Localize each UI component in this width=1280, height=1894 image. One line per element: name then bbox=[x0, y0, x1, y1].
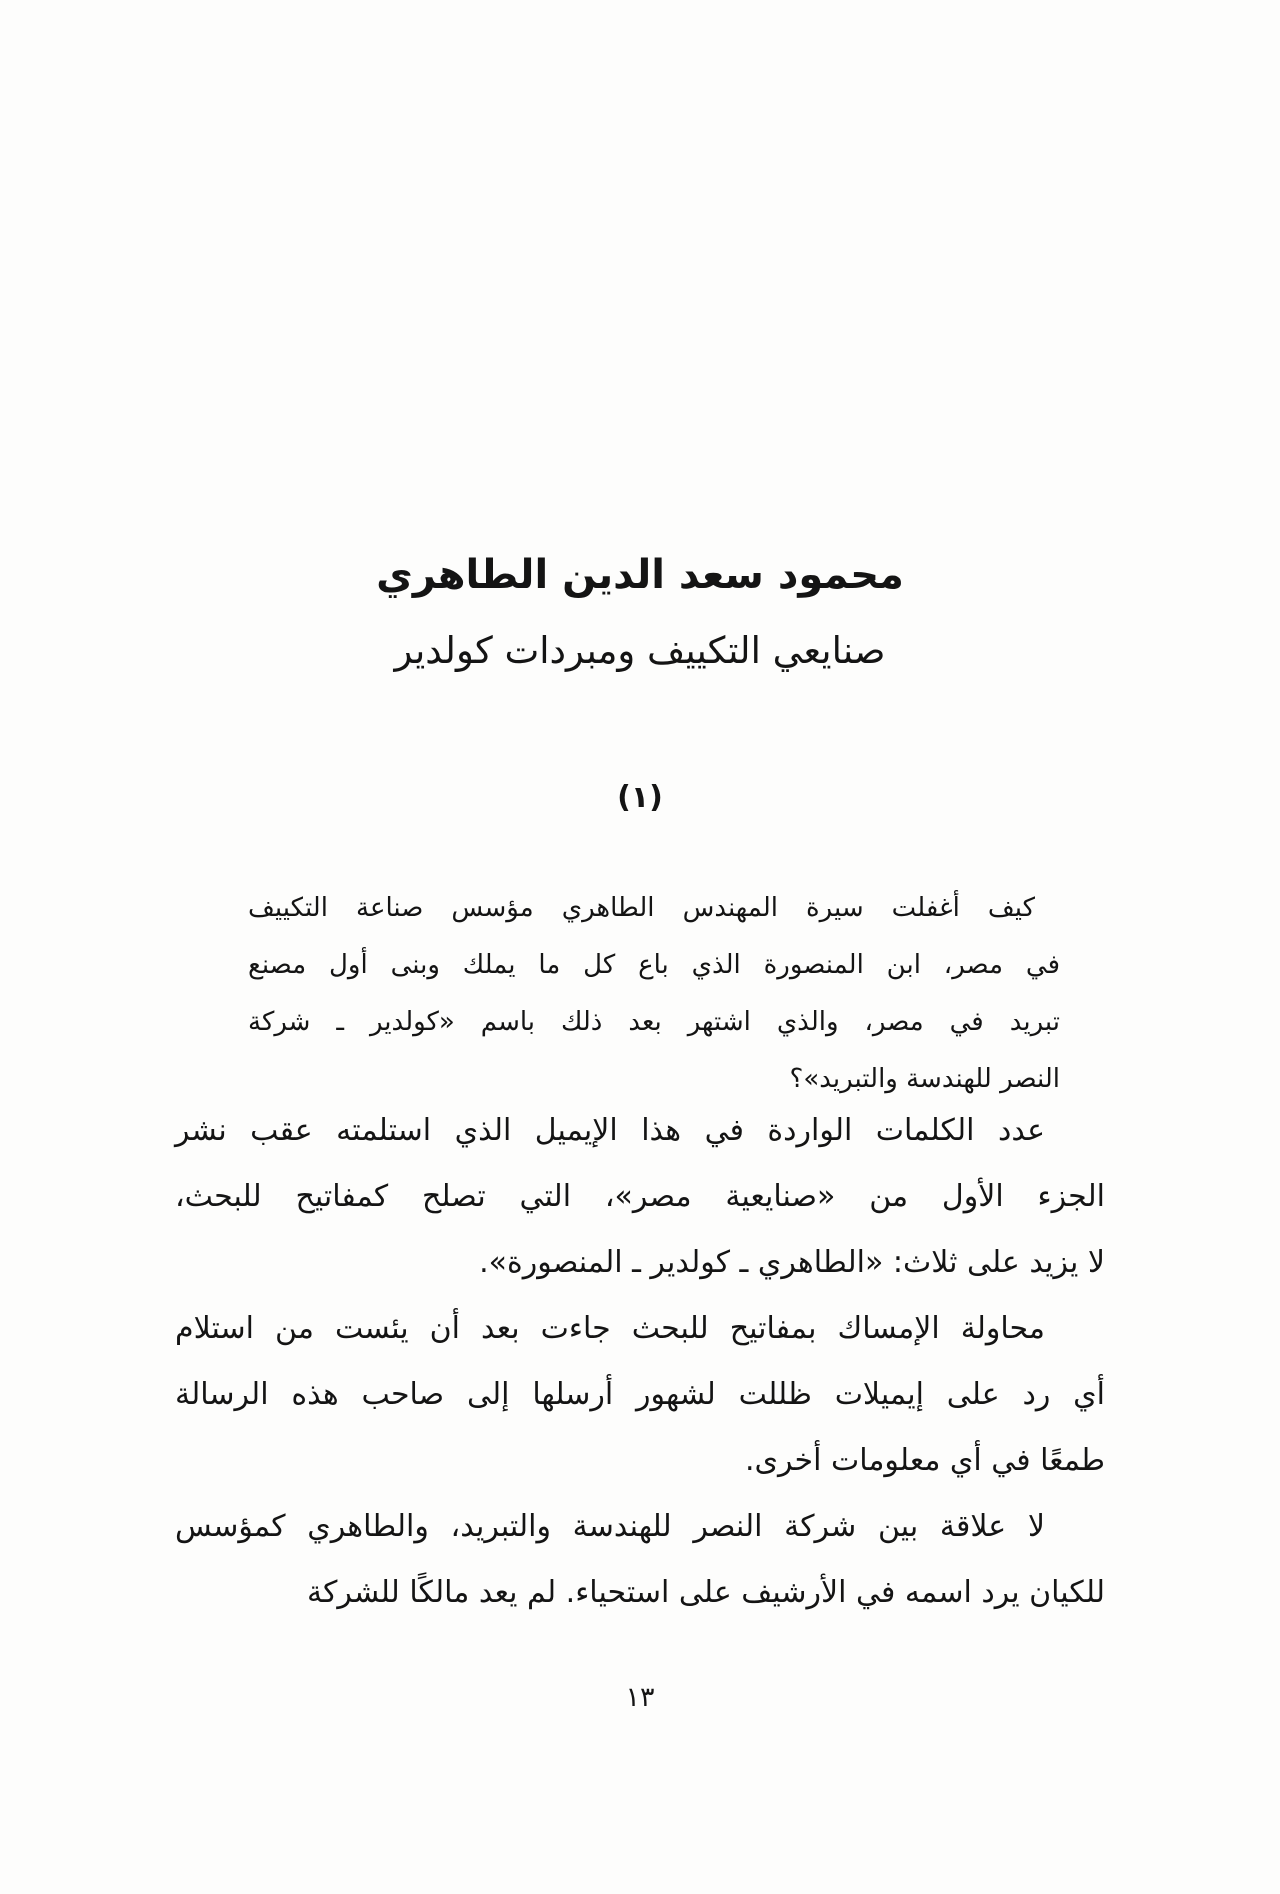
body-paragraph bbox=[175, 1494, 1105, 1626]
paragraph-line: الجزء الأول من «صنايعية مصر»، التي تصلح كمفاتيح للبحث، bbox=[175, 1179, 1105, 1214]
paragraph-line: لا علاقة بين شركة النصر للهندسة والتبريد، والطاهري كمؤسس bbox=[175, 1509, 1045, 1544]
paragraph-line: طمعًا في أي معلومات أخرى. bbox=[744, 1443, 1105, 1478]
body-paragraph bbox=[175, 1296, 1105, 1494]
quote-block bbox=[248, 880, 1060, 1108]
quote-line: النصر للهندسة والتبريد»؟ bbox=[789, 1064, 1060, 1094]
quote-line: في مصر، ابن المنصورة الذي باع كل ما يملك وبنى أول مصنع bbox=[248, 950, 1060, 980]
paragraph-line: أي رد على إيميلات ظللت لشهور أرسلها إلى صاحب هذه الرسالة bbox=[175, 1377, 1105, 1412]
body-text bbox=[175, 1098, 1105, 1626]
paragraph-line: لا يزيد على ثلاث: «الطاهري ـ كولدير ـ المنصورة». bbox=[479, 1245, 1105, 1280]
paragraph-line: محاولة الإمساك بمفاتيح للبحث جاءت بعد أن يئست من استلام bbox=[175, 1311, 1045, 1346]
paragraph-line: للكيان يرد اسمه في الأرشيف على استحياء. لم يعد مالكًا للشركة bbox=[307, 1575, 1105, 1610]
quote-line: كيف أغفلت سيرة المهندس الطاهري مؤسس صناعة التكييف bbox=[248, 893, 1035, 923]
quote-line: تبريد في مصر، والذي اشتهر بعد ذلك باسم «كولدير ـ شركة bbox=[248, 1007, 1060, 1037]
body-paragraph bbox=[175, 1098, 1105, 1296]
paragraph-line: عدد الكلمات الواردة في هذا الإيميل الذي استلمته عقب نشر bbox=[175, 1113, 1045, 1148]
chapter-title: محمود سعد الدين الطاهري bbox=[376, 552, 904, 598]
page-number: ١٣ bbox=[625, 1682, 655, 1713]
chapter-header bbox=[0, 548, 1280, 676]
section-number: (١) bbox=[617, 780, 663, 815]
chapter-subtitle: صنايعي التكييف ومبردات كولدير bbox=[394, 629, 886, 672]
